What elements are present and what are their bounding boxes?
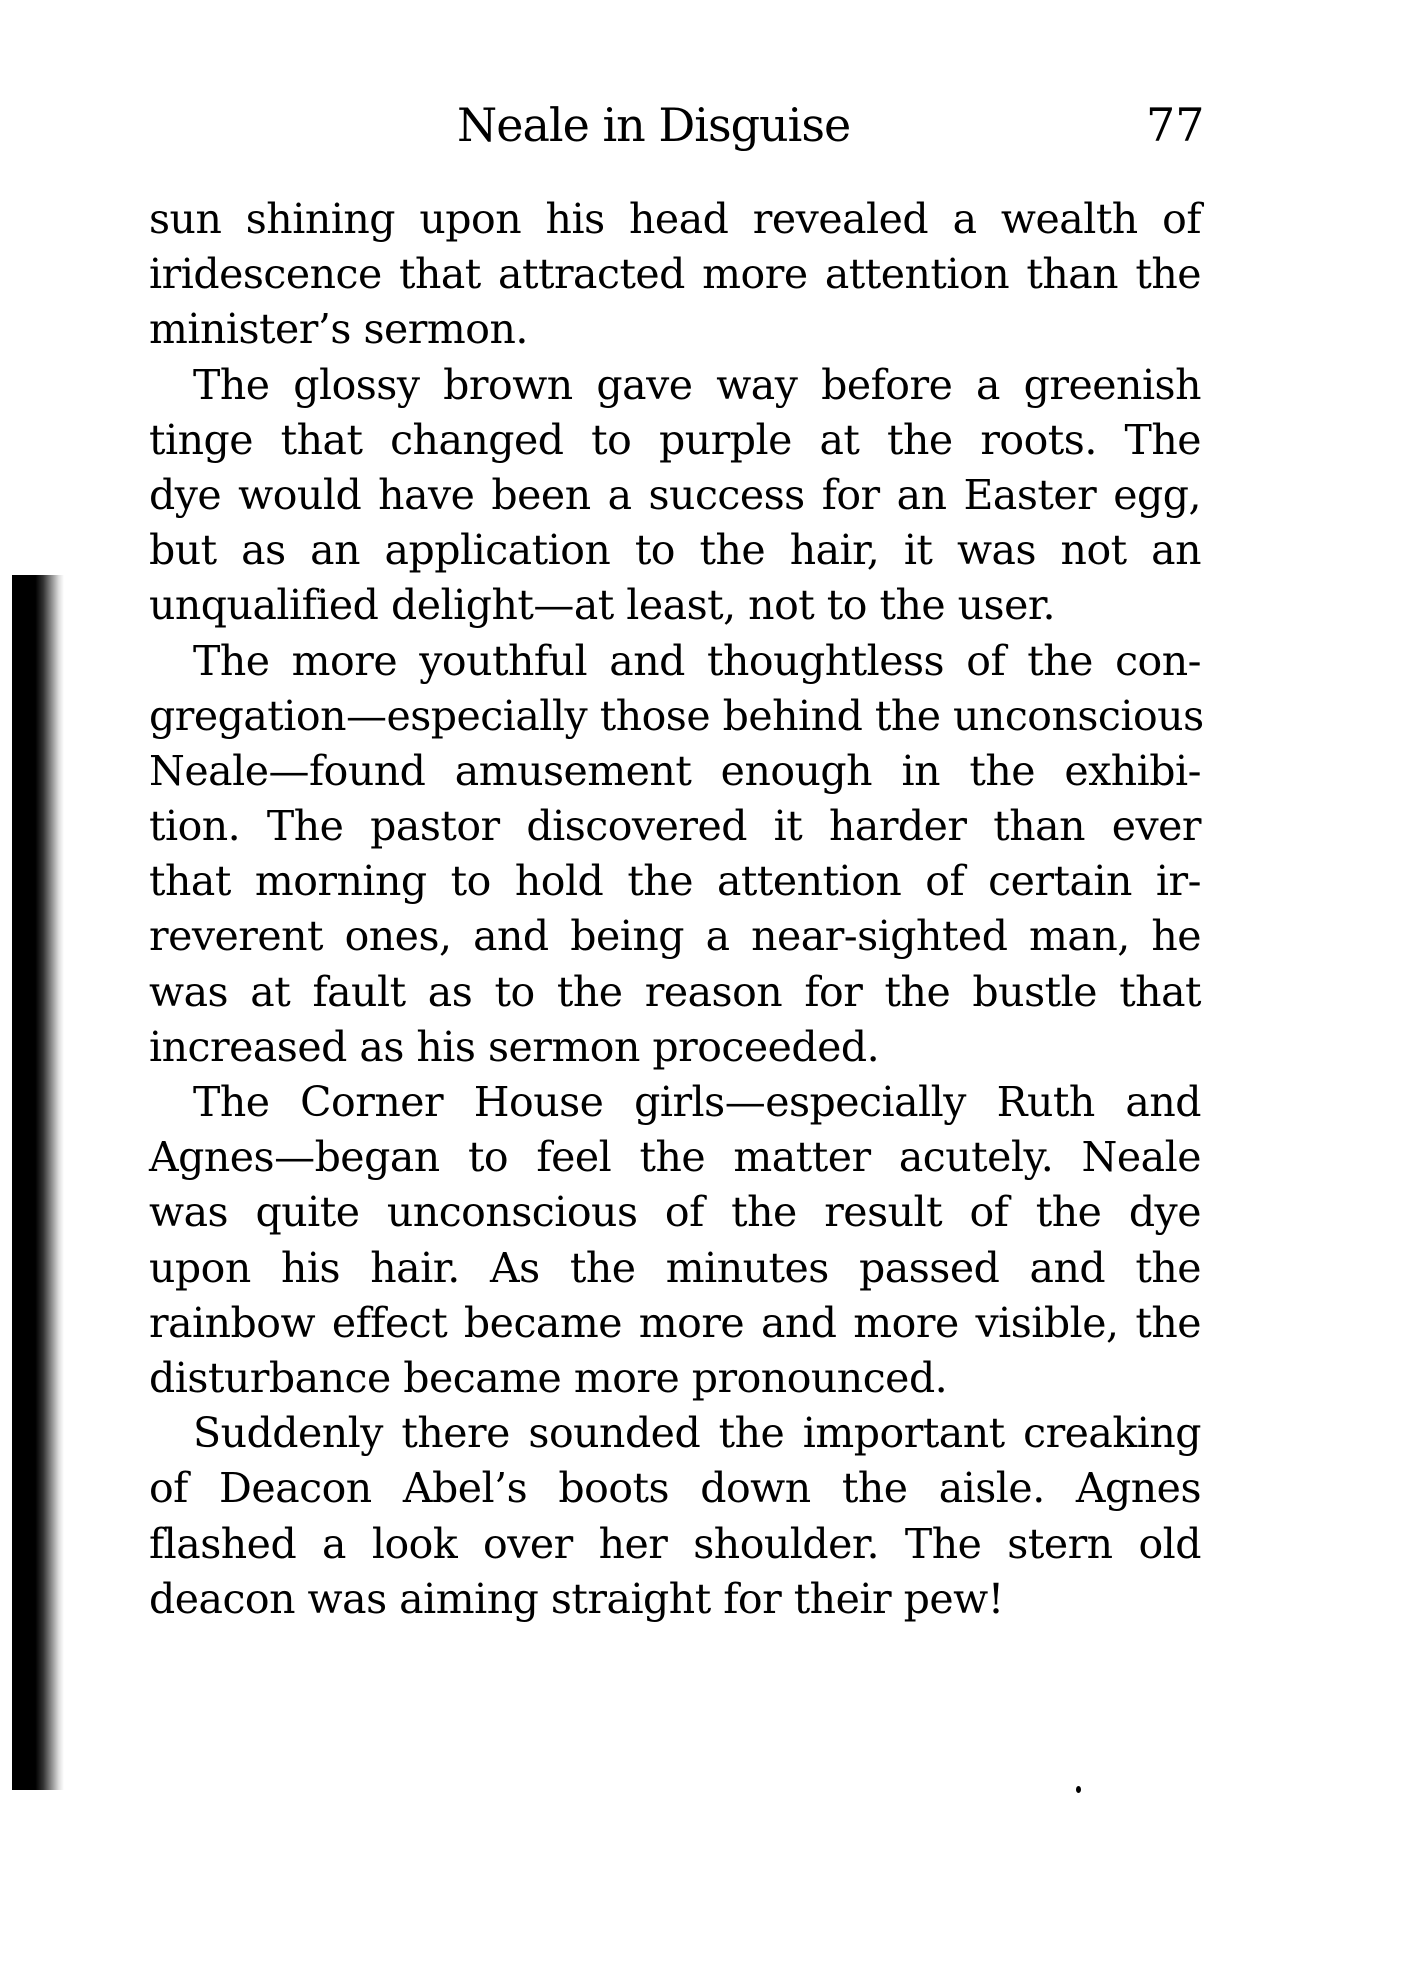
text-line: reverent ones, and being a near-sighted man, he <box>149 912 1201 961</box>
text-line: Neale—found amusement enough in the exhibi- <box>149 746 1201 795</box>
text-line: The more youthful and thoughtless of the con- <box>193 636 1201 685</box>
paragraph <box>149 1075 1201 1406</box>
text-line: Suddenly there sounded the important creaking <box>193 1409 1201 1458</box>
page-number: 77 <box>1146 98 1205 152</box>
text-line: Agnes—began to feel the matter acutely. Neale <box>149 1133 1201 1182</box>
text-line: that morning to hold the attention of certain ir- <box>149 857 1201 906</box>
text-line: disturbance became more pronounced. <box>149 1353 948 1402</box>
text-line: The Corner House girls—especially Ruth and <box>193 1078 1201 1126</box>
text-line: rainbow effect became more and more visible, the <box>149 1298 1201 1347</box>
text-line: tion. The pastor discovered it harder than ever <box>149 802 1201 851</box>
text-line: dye would have been a success for an Easter egg, <box>149 470 1201 519</box>
text-line: The glossy brown gave way before a greenish <box>193 360 1201 409</box>
text-line: was at fault as to the reason for the bustle that <box>149 967 1201 1016</box>
text-line: tinge that changed to purple at the roots. The <box>149 415 1201 464</box>
paragraph <box>149 192 1201 358</box>
body-text <box>149 192 1204 1627</box>
text-line: minister’s sermon. <box>149 305 528 354</box>
text-line: but as an application to the hair, it was not an <box>149 526 1201 575</box>
scan-speck <box>1076 1786 1081 1793</box>
text-line: gregation—especially those behind the unconscious <box>149 691 1204 740</box>
text-line: was quite unconscious of the result of the dye <box>149 1188 1201 1237</box>
text-line: iridescence that attracted more attention than the <box>149 250 1201 299</box>
text-line: unqualified delight—at least, not to the user. <box>149 581 1055 630</box>
paragraph <box>149 634 1204 1076</box>
running-title: Neale in Disguise <box>457 98 851 152</box>
text-line: deacon was aiming straight for their pew! <box>149 1574 1004 1623</box>
paragraph <box>149 358 1201 634</box>
text-line: increased as his sermon proceeded. <box>149 1022 880 1071</box>
text-line: sun shining upon his head revealed a wealth of <box>149 195 1201 243</box>
paragraph <box>149 1406 1201 1627</box>
text-line: flashed a look over her shoulder. The stern old <box>149 1519 1201 1568</box>
text-line: upon his hair. As the minutes passed and the <box>149 1243 1201 1292</box>
scan-gutter-shadow <box>12 575 64 1790</box>
text-line: of Deacon Abel’s boots down the aisle. Agnes <box>149 1464 1201 1513</box>
page-header <box>0 98 1417 158</box>
